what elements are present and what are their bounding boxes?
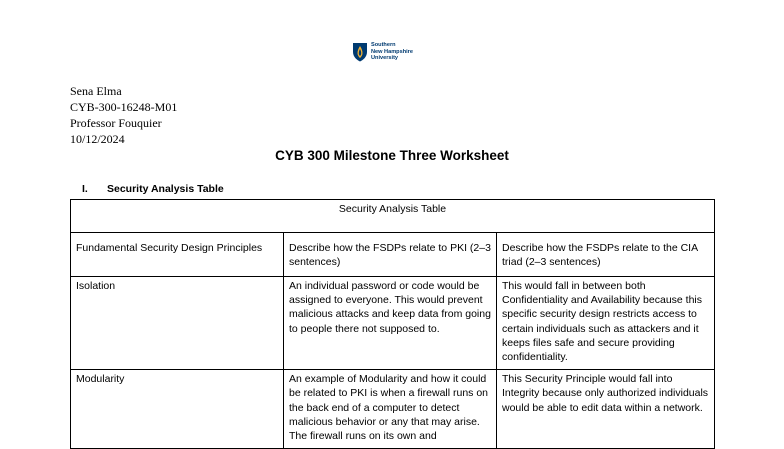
document-date: 10/12/2024 — [70, 132, 125, 146]
security-analysis-table — [70, 199, 715, 449]
student-name: Sena Elma — [70, 84, 122, 98]
cia-cell: This Security Principle would fall into Integrity because only authorized individuals would be able to edit data within a network. — [497, 370, 715, 449]
logo-line: University — [371, 55, 399, 62]
section-title: Security Analysis Table — [107, 183, 224, 195]
university-logo — [352, 42, 413, 62]
column-header-principles: Fundamental Security Design Principles — [71, 233, 284, 277]
course-code: CYB-300-16248-M01 — [70, 100, 178, 114]
principle-cell: Modularity — [71, 370, 284, 449]
professor-name: Professor Fouquier — [70, 116, 162, 130]
table-caption: Security Analysis Table — [71, 200, 715, 233]
pki-cell: An example of Modularity and how it could be related to PKI is when a firewall runs on the back end of a computer to detect malicious behavior or any that may arise. The firewall runs on its own and — [284, 370, 497, 449]
table-caption-row — [71, 200, 715, 233]
cia-cell: This would fall in between both Confidentiality and Availability because this specific security design restricts access to certain individuals such as attackers and it keeps files safe and secure providing confidentiality. — [497, 277, 715, 370]
section-number: I. — [82, 183, 88, 195]
table-row — [71, 370, 715, 449]
logo-line: New Hampshire — [371, 48, 413, 55]
shield-icon — [352, 42, 368, 62]
logo-line: Southern — [371, 42, 396, 48]
table-header-row — [71, 233, 715, 277]
section-heading — [82, 183, 224, 195]
document-title: CYB 300 Milestone Three Worksheet — [275, 148, 509, 163]
column-header-cia: Describe how the FSDPs relate to the CIA triad (2–3 sentences) — [497, 233, 715, 277]
pki-cell: An individual password or code would be assigned to everyone. This would prevent malicious attacks and keep data from going to people there not supposed to. — [284, 277, 497, 370]
table-row — [71, 277, 715, 370]
author-block — [70, 83, 177, 147]
column-header-pki: Describe how the FSDPs relate to PKI (2–3 sentences) — [284, 233, 497, 277]
logo-wordmark — [371, 42, 413, 62]
principle-cell: Isolation — [71, 277, 284, 370]
